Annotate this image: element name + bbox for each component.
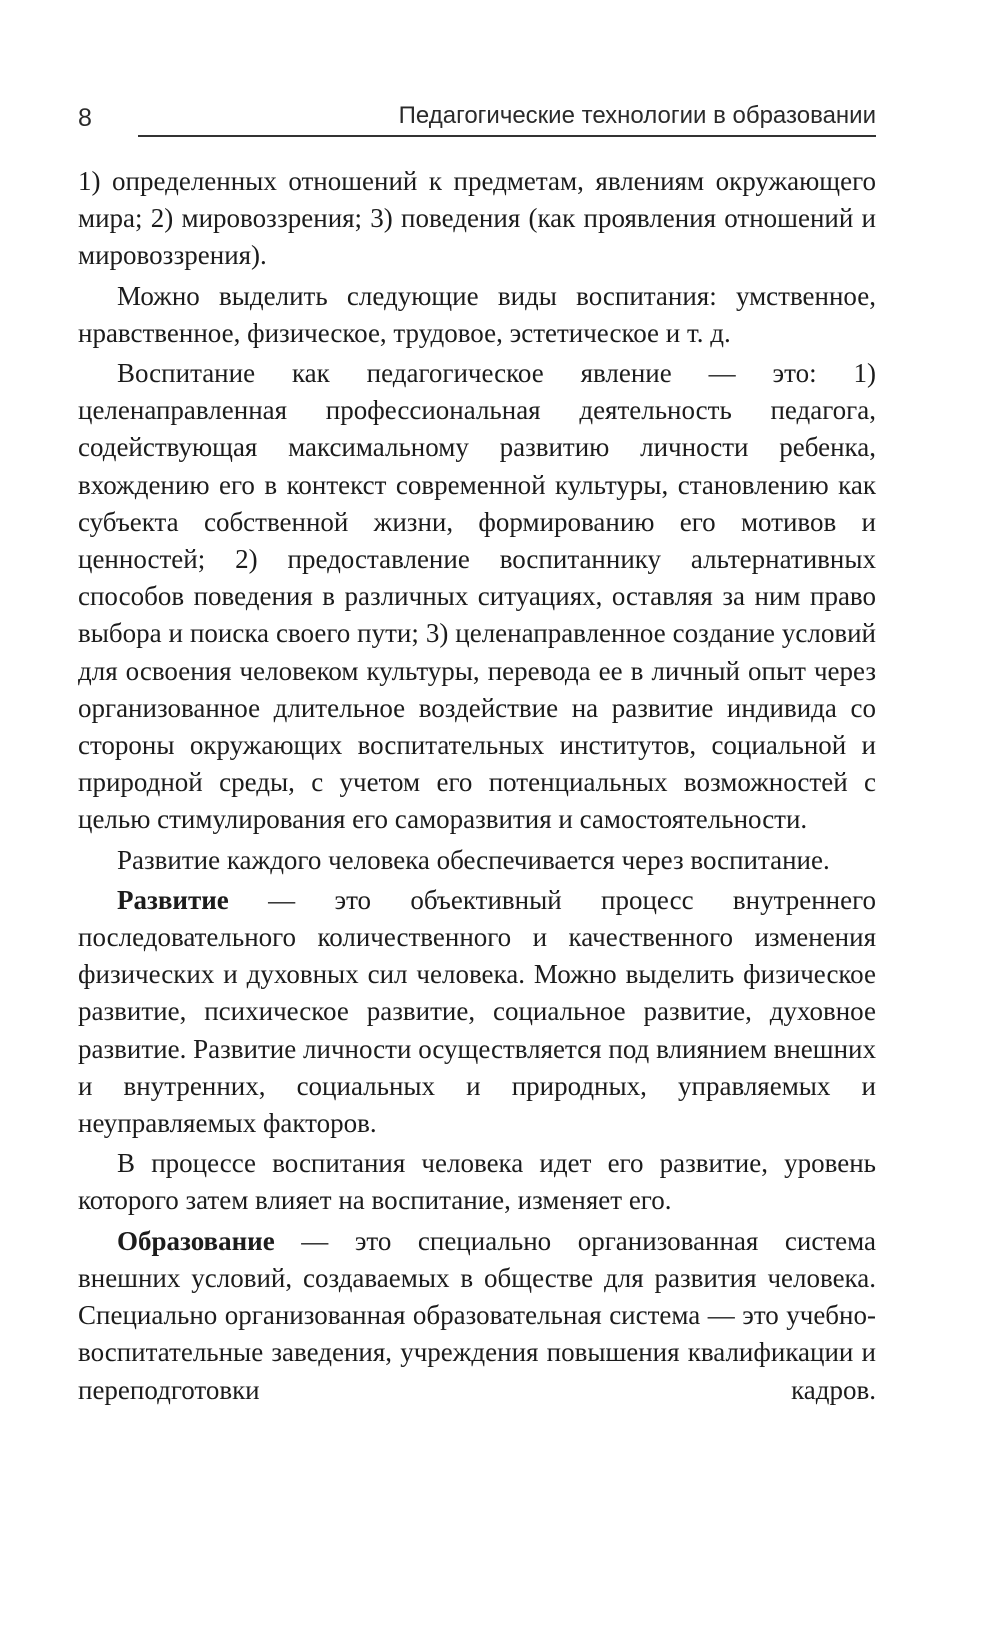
term-education: Образование xyxy=(117,1225,275,1256)
paragraph-text: Воспитание как педагогическое явление — это: 1) целенаправленная профессиональная деятельность педагога, содействующая максимальному развитию личности ребенка, вхождению его в контекст современной культуры, становлению как субъекта собственной жизни, формированию его мотивов и ценностей; 2) предоставление воспитаннику альтернативных способов поведения в различных ситуациях, оставляя за ним право выбора и поиска своего пути; 3) целенаправленное создание условий для освоения человеком культуры, перевода ее в личный опыт через организованное длительное воздействие на развитие индивида со стороны окружающих воспитательных институтов, социальной и природной среды, с учетом его потенциальных возможностей с целью стимулирования его саморазвития и самостоятельности. xyxy=(78,358,876,835)
paragraph-1 xyxy=(78,163,876,275)
paragraph-3 xyxy=(78,355,876,839)
paragraph-text: В процессе воспитания человека идет его развитие, уровень которого затем влияет на воспитание, изменяет его. xyxy=(78,1148,876,1216)
paragraph-5-development-definition xyxy=(78,882,876,1142)
running-title: Педагогические технологии в образовании xyxy=(398,102,876,129)
paragraph-text: 1) определенных отношений к предметам, явлениям окружающего мира; 2) мировоззрения; 3) поведения (как проявления отношений и мировоззрения). xyxy=(78,166,876,271)
definition-text: — это объективный процесс внутреннего последовательного количественного и качественного изменения физических и духовных сил человека. Можно выделить физическое развитие, психическое развитие, социальное развитие, духовное развитие. Развитие личности осуществляется под влиянием внешних и внутренних, социальных и природных, управляемых и неуправляемых факторов. xyxy=(78,884,876,1139)
paragraph-text: Развитие каждого человека обеспечивается через воспитание. xyxy=(117,844,830,875)
paragraph-2 xyxy=(78,278,876,352)
paragraph-text: Можно выделить следующие виды воспитания: умственное, нравственное, физическое, трудовое, эстетическое и т. д. xyxy=(78,280,876,348)
paragraph-6 xyxy=(78,1145,876,1219)
body-text xyxy=(78,163,876,1412)
paragraph-4 xyxy=(78,842,876,879)
definition-text: — это специально организованная система внешних условий, создаваемых в обществе для развития человека. Специально организованная образовательная система — это учебно-воспитательные заведения, учреждения повышения квалификации и переподготовки кадров. xyxy=(78,1225,876,1405)
paragraph-7-education-definition xyxy=(78,1223,876,1409)
page-number: 8 xyxy=(78,104,92,132)
header-rule xyxy=(138,135,876,137)
term-development: Развитие xyxy=(117,884,229,915)
running-header xyxy=(78,98,876,138)
